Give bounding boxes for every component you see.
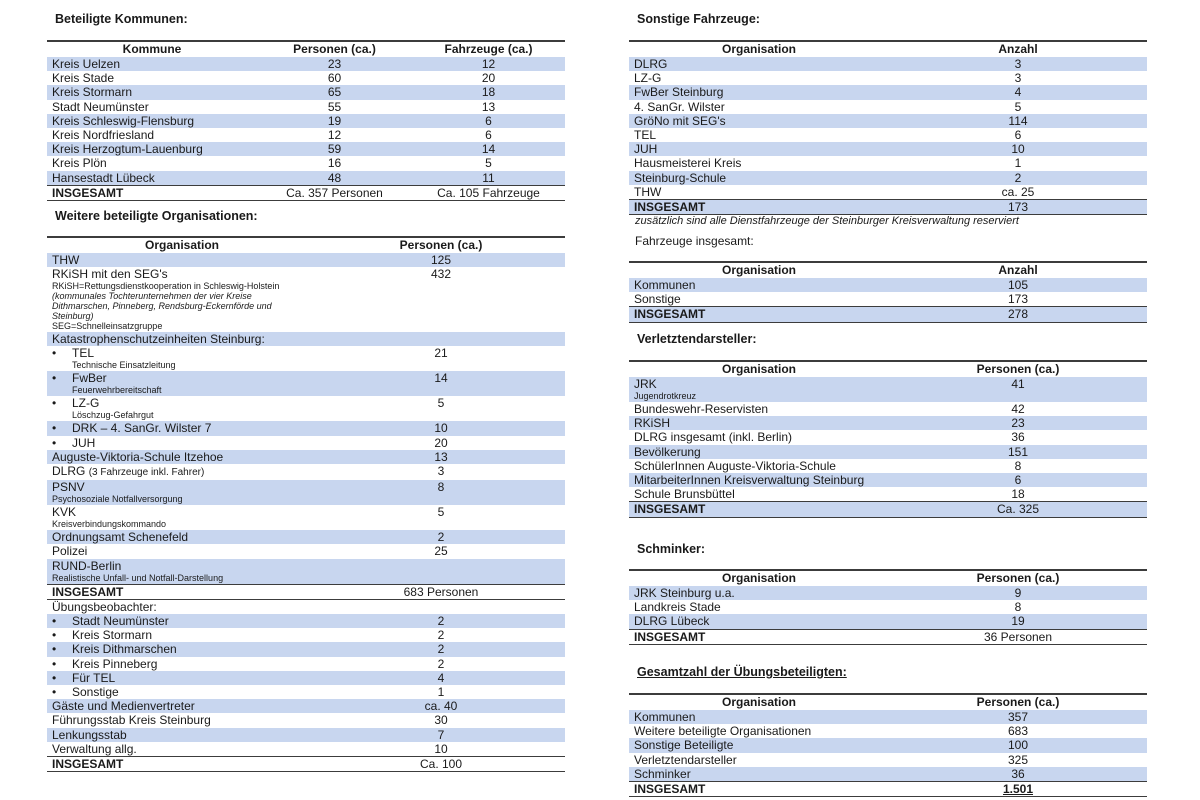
row-persons: 13 (317, 450, 565, 464)
total-label: INSGESAMT (47, 584, 317, 599)
row-count: 10 (889, 142, 1147, 156)
total-row (47, 584, 565, 599)
column-header: Personen (ca.) (889, 361, 1147, 377)
row-label: Schule Brunsbüttel (634, 487, 735, 502)
table-row (47, 559, 565, 585)
table-row (629, 402, 1147, 416)
total-row (47, 757, 565, 772)
row-persons: 3 (437, 464, 445, 479)
verletzte-table (629, 360, 1147, 518)
item-sub: Realistische Unfall- und Notfall-Darstellung (52, 572, 224, 583)
table-row (629, 586, 1147, 600)
row-persons: 2 (437, 628, 445, 643)
table-row (629, 377, 1147, 402)
row-label (47, 396, 317, 421)
row-persons: 2 (317, 530, 565, 544)
table-row (47, 114, 565, 128)
table-row (629, 473, 1147, 487)
row-label: Kommunen (629, 710, 889, 724)
rkish-note-b: (kommunales Tochterunternehmen der vier Kreise Dithmarschen, Pinneberg, Rendsburg-Eckernförde und Steinburg) (52, 291, 272, 322)
table-row (47, 599, 565, 614)
row-label (47, 371, 317, 396)
row-persons: 25 (434, 544, 448, 559)
row-label: Weitere beteiligte Organisationen (634, 724, 812, 739)
row-label: Verletztendarsteller (634, 752, 737, 767)
row-label (47, 642, 317, 656)
bullet-icon: • (52, 421, 57, 436)
bullet-icon: • (52, 435, 57, 450)
row-label: Lenkungsstab (47, 728, 317, 742)
table-row (47, 128, 565, 142)
total-persons (889, 782, 1147, 797)
row-persons: 683 (1007, 724, 1029, 739)
row-label: Landkreis Stade (634, 600, 721, 615)
table-row (47, 450, 565, 464)
row-label (47, 657, 317, 671)
row-label: Ordnungsamt Schenefeld (47, 530, 317, 544)
row-vehicles: 18 (412, 85, 565, 99)
column-header: Organisation (629, 361, 889, 377)
total-label: INSGESAMT (629, 200, 889, 215)
table-row (47, 713, 565, 727)
kommunen-table (47, 40, 565, 201)
total-persons: Ca. 357 Personen (257, 185, 412, 200)
row-persons: 432 (430, 267, 452, 282)
rkish-name: RKiSH mit den SEG's (52, 267, 168, 282)
row-count: 3 (1014, 71, 1022, 86)
row-label: Kreis Schleswig-Flensburg (47, 114, 257, 128)
table-row (629, 114, 1147, 128)
row-label: Kreis Nordfriesland (52, 128, 155, 143)
column-header: Personen (ca.) (889, 694, 1147, 710)
row-label: Führungsstab Kreis Steinburg (52, 713, 211, 728)
bullet-icon: • (52, 670, 57, 685)
row-label (47, 267, 317, 332)
row-vehicles: 6 (412, 114, 565, 128)
table-row (629, 710, 1147, 724)
table-row (47, 171, 565, 186)
row-persons: 23 (257, 57, 412, 71)
row-vehicles: 5 (485, 156, 492, 171)
table-header-row (47, 41, 565, 57)
item-name: LZ-G (72, 396, 100, 411)
item-name: Kreis Dithmarschen (72, 642, 177, 657)
row-persons: 21 (434, 346, 448, 361)
row-persons: 18 (1011, 487, 1025, 502)
row-persons: 20 (434, 435, 448, 450)
row-label: 4. SanGr. Wilster (634, 99, 725, 114)
section-title-gesamt: Gesamtzahl der Übungsbeteiligten: (637, 665, 847, 679)
row-label: Kreis Stormarn (47, 85, 257, 99)
row-persons: 16 (327, 156, 342, 171)
row-label: RKiSH (629, 416, 889, 430)
row-label (47, 559, 317, 585)
row-count: 5 (1014, 99, 1022, 114)
table-row (629, 185, 1147, 200)
row-persons: 10 (317, 421, 565, 435)
row-label: Hansestadt Lübeck (47, 171, 257, 186)
total-row (47, 185, 565, 200)
table-row (629, 430, 1147, 444)
table-row (629, 71, 1147, 85)
table-row (47, 464, 565, 480)
section-title-verletzte: Verletztendarsteller: (637, 332, 757, 346)
table-row (47, 742, 565, 757)
column-header: Personen (ca.) (317, 237, 565, 253)
table-row (47, 396, 565, 421)
item-name: Kreis Pinneberg (72, 656, 158, 671)
table-row (629, 85, 1147, 99)
vehicles-total-label: Fahrzeuge insgesamt: (635, 234, 754, 248)
item-name: KVK (52, 505, 77, 520)
row-persons: 12 (327, 128, 342, 143)
row-persons: 55 (327, 99, 342, 114)
row-count: ca. 25 (1001, 184, 1035, 199)
row-label: Stadt Neumünster (52, 99, 149, 114)
table-row (47, 100, 565, 114)
column-header: Organisation (47, 237, 317, 253)
row-vehicles: 11 (412, 171, 565, 186)
table-row (47, 628, 565, 642)
row-label: Verwaltung allg. (52, 741, 137, 756)
row-persons: 325 (1007, 752, 1029, 767)
row-label: GröNo mit SEG's (629, 114, 889, 128)
schminker-table (629, 569, 1147, 645)
column-header: Kommune (47, 41, 257, 57)
item-name: FwBer (72, 371, 107, 386)
total-row (629, 782, 1147, 797)
item-name: Sonstige (72, 685, 119, 700)
item-name: RUND-Berlin (52, 558, 122, 573)
row-label: Übungsbeobachter: (52, 599, 157, 614)
rkish-note-a: RKiSH=Rettungsdienstkooperation in Schleswig-Holstein (52, 281, 280, 292)
item-name: Stadt Neumünster (72, 614, 169, 629)
table-row (629, 128, 1147, 142)
row-count: 1 (1014, 156, 1022, 171)
item-sub: Jugendrotkreuz (634, 391, 697, 401)
row-count: 173 (1007, 292, 1029, 307)
row-label (47, 671, 317, 685)
fahrzeuge-table (629, 261, 1147, 323)
row-persons: 65 (257, 85, 412, 99)
row-persons: 8 (317, 480, 565, 505)
table-row (47, 71, 565, 85)
column-header: Fahrzeuge (ca.) (412, 41, 565, 57)
row-label: DLRG insgesamt (inkl. Berlin) (634, 430, 793, 445)
total-row (629, 200, 1147, 215)
table-row (47, 156, 565, 170)
item-sub: Kreisverbindungskommando (52, 519, 167, 530)
row-label: Bundeswehr-Reservisten (634, 402, 769, 416)
row-label: Bevölkerung (629, 445, 889, 459)
table-row (47, 505, 565, 530)
row-label: Auguste-Viktoria-Schule Itzehoe (47, 450, 317, 464)
total-label: INSGESAMT (629, 502, 889, 517)
table-row (47, 332, 565, 346)
row-label: Kommunen (629, 278, 889, 292)
row-persons: 357 (889, 710, 1147, 724)
bullet-icon: • (52, 628, 57, 643)
row-persons: 10 (434, 741, 448, 756)
row-persons: 14 (317, 371, 565, 396)
item-note: (3 Fahrzeuge inkl. Fahrer) (88, 467, 205, 479)
item-name: JUH (72, 435, 96, 450)
total-persons: Ca. 325 (889, 502, 1147, 517)
bullet-icon: • (52, 396, 57, 411)
total-persons: Ca. 100 (317, 757, 565, 772)
column-header: Organisation (629, 262, 889, 278)
row-vehicles: 20 (481, 71, 496, 86)
row-label: Schminker (629, 767, 889, 782)
row-persons: 30 (434, 713, 448, 728)
row-label: LZ-G (634, 71, 662, 86)
column-header: Organisation (629, 570, 889, 586)
bullet-icon: • (52, 346, 57, 361)
table-row (629, 487, 1147, 502)
table-row (629, 445, 1147, 459)
total-persons: 683 Personen (317, 584, 565, 599)
row-vehicles: 13 (481, 99, 496, 114)
table-row (47, 346, 565, 371)
row-persons: 36 (889, 767, 1147, 782)
row-label (47, 436, 317, 450)
table-row (47, 421, 565, 435)
row-label (47, 464, 317, 480)
row-persons: 5 (437, 505, 445, 520)
item-sub: Löschzug-Gefahrgut (72, 410, 154, 421)
column-header: Personen (ca.) (257, 41, 412, 57)
table-header-row (629, 694, 1147, 710)
row-vehicles: 6 (485, 128, 492, 143)
table-row (47, 642, 565, 656)
bullet-icon: • (52, 614, 57, 629)
table-row (629, 724, 1147, 738)
total-vehicles: Ca. 105 Fahrzeuge (412, 185, 565, 200)
row-persons: 36 (1011, 430, 1025, 445)
total-row (629, 502, 1147, 517)
row-persons: 5 (437, 396, 445, 411)
section-title-sonstige: Sonstige Fahrzeuge: (637, 12, 760, 26)
item-sub: Technische Einsatzleitung (72, 360, 176, 371)
row-label: MitarbeiterInnen Kreisverwaltung Steinburg (629, 473, 889, 487)
row-label: DLRG (629, 57, 889, 71)
item-sub: Feuerwehrbereitschaft (72, 385, 162, 396)
row-persons: 100 (889, 738, 1147, 752)
table-row (629, 156, 1147, 170)
bullet-icon: • (52, 371, 57, 386)
total-count: 278 (889, 307, 1147, 322)
row-label: JUH (629, 142, 889, 156)
vehicle-note: zusätzlich sind alle Dienstfahrzeuge der Steinburger Kreisverwaltung reserviert (635, 215, 1019, 227)
table-row (47, 657, 565, 671)
total-row (629, 307, 1147, 322)
row-persons: 7 (317, 728, 565, 742)
weitere-table (47, 236, 565, 772)
row-label: Sonstige (634, 292, 681, 307)
total-persons: 36 Personen (889, 629, 1147, 644)
row-count: 114 (889, 114, 1147, 128)
table-header-row (629, 262, 1147, 278)
total-label: INSGESAMT (47, 185, 257, 200)
item-name: PSNV (52, 480, 85, 495)
item-name: JRK (634, 377, 657, 391)
table-row (47, 480, 565, 505)
table-row (47, 530, 565, 544)
row-count: 2 (889, 171, 1147, 185)
row-count: 6 (1014, 128, 1022, 143)
row-persons: 9 (889, 586, 1147, 600)
row-persons: 2 (437, 656, 445, 671)
row-persons: 19 (257, 114, 412, 128)
section-title-weitere: Weitere beteiligte Organisationen: (55, 209, 258, 223)
row-persons: 8 (1014, 600, 1022, 615)
row-label: Kreis Herzogtum-Lauenburg (47, 142, 257, 156)
row-persons: 23 (889, 416, 1147, 430)
row-label: TEL (634, 128, 657, 143)
table-header-row (47, 237, 565, 253)
table-row (629, 600, 1147, 614)
rkish-note (52, 281, 312, 321)
row-vehicles: 12 (412, 57, 565, 71)
table-header-row (629, 570, 1147, 586)
table-header-row (629, 41, 1147, 57)
total-label: INSGESAMT (629, 307, 889, 322)
table-row (629, 753, 1147, 767)
table-row (629, 459, 1147, 473)
table-header-row (629, 361, 1147, 377)
bullet-icon: • (52, 656, 57, 671)
section-title-schminker: Schminker: (637, 542, 706, 556)
grand-total-value: 1.501 (1002, 782, 1034, 797)
row-label (47, 685, 317, 699)
row-label: Gäste und Medienvertreter (47, 699, 317, 713)
table-row (47, 436, 565, 450)
item-name: DRK – 4. SanGr. Wilster 7 (72, 421, 212, 436)
table-row (47, 544, 565, 558)
row-persons: 48 (257, 171, 412, 186)
column-header: Organisation (629, 41, 889, 57)
table-row (47, 57, 565, 71)
table-row (47, 728, 565, 742)
row-label (47, 614, 317, 628)
row-persons: 6 (889, 473, 1147, 487)
row-count: 4 (889, 85, 1147, 99)
row-persons: 125 (317, 253, 565, 267)
table-row (629, 171, 1147, 185)
table-row (629, 738, 1147, 752)
bullet-icon: • (52, 642, 57, 657)
row-label: Kreis Plön (52, 156, 107, 171)
total-row (629, 629, 1147, 644)
total-label: INSGESAMT (47, 757, 317, 772)
row-vehicles: 14 (412, 142, 565, 156)
item-name: TEL (72, 346, 95, 361)
item-name: Kreis Stormarn (72, 628, 153, 643)
row-label: SchülerInnen Auguste-Viktoria-Schule (634, 458, 836, 473)
row-label: Kreis Uelzen (47, 57, 257, 71)
row-persons: ca. 40 (317, 699, 565, 713)
row-persons: 2 (317, 614, 565, 628)
table-row (47, 685, 565, 699)
item-name: Für TEL (72, 670, 116, 685)
sonstige-table (629, 40, 1147, 215)
row-label: JRK Steinburg u.a. (629, 586, 889, 600)
column-header: Anzahl (889, 262, 1147, 278)
item-name: DLRG (52, 464, 86, 479)
row-persons: 41 (889, 377, 1147, 402)
row-persons: 19 (889, 614, 1147, 629)
row-label (47, 421, 317, 435)
table-row (629, 142, 1147, 156)
row-persons: 2 (317, 642, 565, 656)
total-label: INSGESAMT (629, 782, 889, 797)
row-label: DLRG Lübeck (629, 614, 889, 629)
table-row (629, 614, 1147, 629)
gesamt-table (629, 693, 1147, 797)
row-count: 105 (889, 278, 1147, 292)
seg-note: SEG=Schnelleinsatzgruppe (52, 321, 163, 332)
column-header: Personen (ca.) (889, 570, 1147, 586)
row-label: Sonstige Beteiligte (629, 738, 889, 752)
table-row (629, 292, 1147, 307)
column-header: Organisation (629, 694, 889, 710)
table-row (629, 767, 1147, 782)
row-persons: 4 (317, 671, 565, 685)
table-row (47, 699, 565, 713)
row-persons: 60 (327, 71, 342, 86)
table-row (47, 253, 565, 267)
row-count: 3 (889, 57, 1147, 71)
row-label (47, 628, 317, 642)
row-label: THW (47, 253, 317, 267)
row-label: Hausmeisterei Kreis (634, 156, 742, 171)
table-row (47, 85, 565, 99)
table-row (629, 278, 1147, 292)
table-row (629, 416, 1147, 430)
table-row (47, 267, 565, 332)
column-header: Anzahl (889, 41, 1147, 57)
row-label: Kreis Stade (52, 71, 115, 86)
item-sub: Psychosoziale Notfallversorgung (52, 494, 183, 505)
bullet-icon: • (52, 685, 57, 700)
row-persons: 1 (437, 685, 445, 700)
table-row (47, 614, 565, 628)
row-label (47, 346, 317, 371)
row-label: Katastrophenschutzeinheiten Steinburg: (47, 332, 565, 346)
table-row (47, 371, 565, 396)
row-label (47, 480, 317, 505)
table-row (629, 57, 1147, 71)
row-persons: 151 (889, 445, 1147, 459)
row-persons: 8 (1014, 458, 1022, 473)
row-persons: 42 (1011, 402, 1025, 416)
row-persons (317, 559, 565, 585)
row-label (629, 377, 889, 402)
row-label: Steinburg-Schule (629, 171, 889, 185)
table-row (629, 100, 1147, 114)
table-row (47, 671, 565, 685)
row-label: FwBer Steinburg (629, 85, 889, 99)
table-row (47, 142, 565, 156)
row-label (47, 505, 317, 530)
row-persons: 59 (257, 142, 412, 156)
row-label: Polizei (52, 544, 88, 559)
section-title-kommunen: Beteiligte Kommunen: (55, 12, 188, 26)
total-label: INSGESAMT (629, 629, 889, 644)
total-count: 173 (889, 200, 1147, 215)
row-label: THW (634, 184, 662, 199)
